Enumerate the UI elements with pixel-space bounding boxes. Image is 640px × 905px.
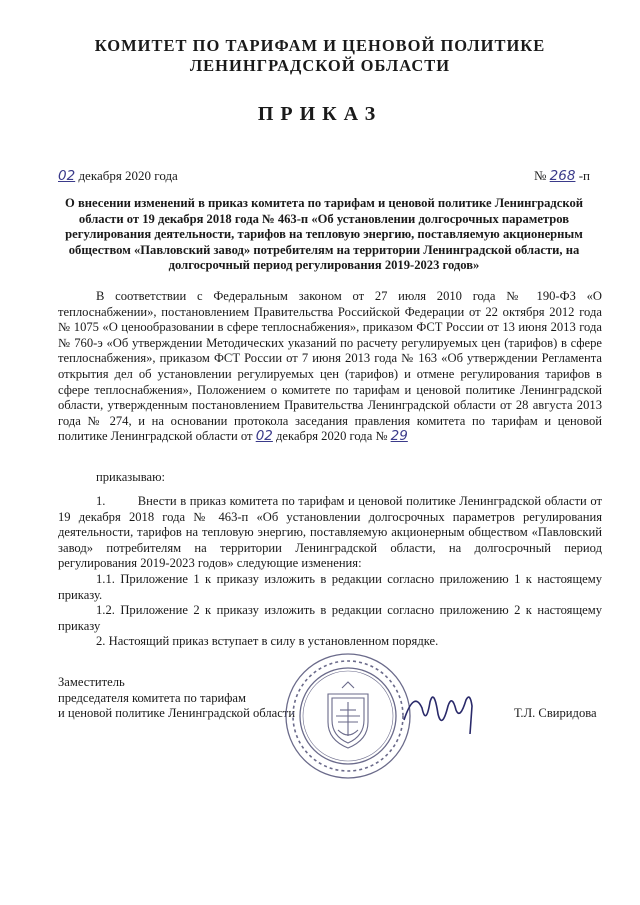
order-word: приказываю: [96, 470, 166, 484]
protocol-number-handwritten: 29 [390, 428, 408, 445]
document-subject: О внесении изменений в приказ комитета по тарифам и ценовой политике Ленинградской области от 19 декабря 2018 года № 463-п «Об установлении долгосрочных параметров регулирования деятельности, тарифов на тепловую энергию, поставляемую акционерным обществом «Павловский завод» потребителям на территории Ленинградской области, на долгосрочный период регулирования 2019-2023 годов» [65, 196, 583, 272]
order-item-1-1: 1.1. Приложение 1 к приказу изложить в редакции согласно приложению 1 к настоящему приказу. [58, 571, 602, 602]
document-number [534, 168, 590, 184]
order-item-2: 2. Настоящий приказ вступает в силу в установленном порядке. [96, 634, 439, 649]
document-date [58, 168, 178, 184]
signatory-line1: Заместитель [58, 675, 125, 689]
order-item-1: 1. Внести в приказ комитета по тарифам и ценовой политике Ленинградской области от 19 декабря 2018 года № 463-п «Об установлении долгосрочных параметров регулирования деятельности, тарифов на тепловую энергию, поставляемую акционерным обществом «Павловский завод» потребителям на территории Ленинградской области, на долгосрочный период регулирования 2019-2023 годов» следующие изменения: [58, 494, 602, 571]
order-items [58, 494, 602, 650]
signatory-name: Т.Л. Свиридова [514, 706, 597, 720]
number-prefix: № [534, 168, 550, 183]
number-handwritten: 268 [549, 168, 576, 184]
number-suffix: -п [575, 168, 590, 183]
date-number-line [58, 168, 590, 186]
org-name-line2: ЛЕНИНГРАДСКОЙ ОБЛАСТИ [189, 56, 451, 75]
document-title: ПРИКАЗ [257, 103, 383, 125]
handwritten-signature-icon [400, 680, 490, 740]
signatory-line2: председателя комитета по тарифам [58, 690, 246, 705]
official-seal-icon [282, 650, 414, 782]
protocol-day-handwritten: 02 [255, 428, 273, 445]
signatory-position [58, 675, 295, 722]
date-rest: декабря 2020 года [75, 168, 178, 183]
date-day-handwritten: 02 [58, 168, 76, 184]
organization-header [60, 36, 580, 76]
protocol-date-rest: декабря 2020 года № [272, 429, 391, 444]
org-name-line1: КОМИТЕТ ПО ТАРИФАМ И ЦЕНОВОЙ ПОЛИТИКЕ [94, 36, 546, 55]
preamble-text: В соответствии с Федеральным законом от 27 июля 2010 года № 190-ФЗ «О теплоснабжении», постановлением Правительства Российской Федерации от 22 октября 2012 года № 1075 «О ценообразовании в сфере теплоснабжения», приказом ФСТ России от 13 июня 2013 года № 760-э «Об утверждении Методических указаний по расчету регулируемых цен (тарифов) в сфере теплоснабжения», приказом ФСТ России от 7 июня 2013 года № 163 «Об утверждении Регламента открытия дел об установлении регулируемых цен (тарифов) и отмене регулирования тарифов в сфере теплоснабжения», Положением о комитете по тарифам и ценовой политике Ленинградской области, утвержденным постановлением Правительства Ленинградской области от 28 августа 2013 года № 274, и на основании протокола заседания правления комитета по тарифам и ценовой политике Ленинградской области от [58, 289, 602, 444]
order-item-1-2: 1.2. Приложение 2 к приказу изложить в редакции согласно приложению 2 к настоящему приказу [58, 603, 602, 633]
signatory-line3: и ценовой политике Ленинградской области [58, 706, 296, 721]
preamble-paragraph [58, 289, 602, 445]
